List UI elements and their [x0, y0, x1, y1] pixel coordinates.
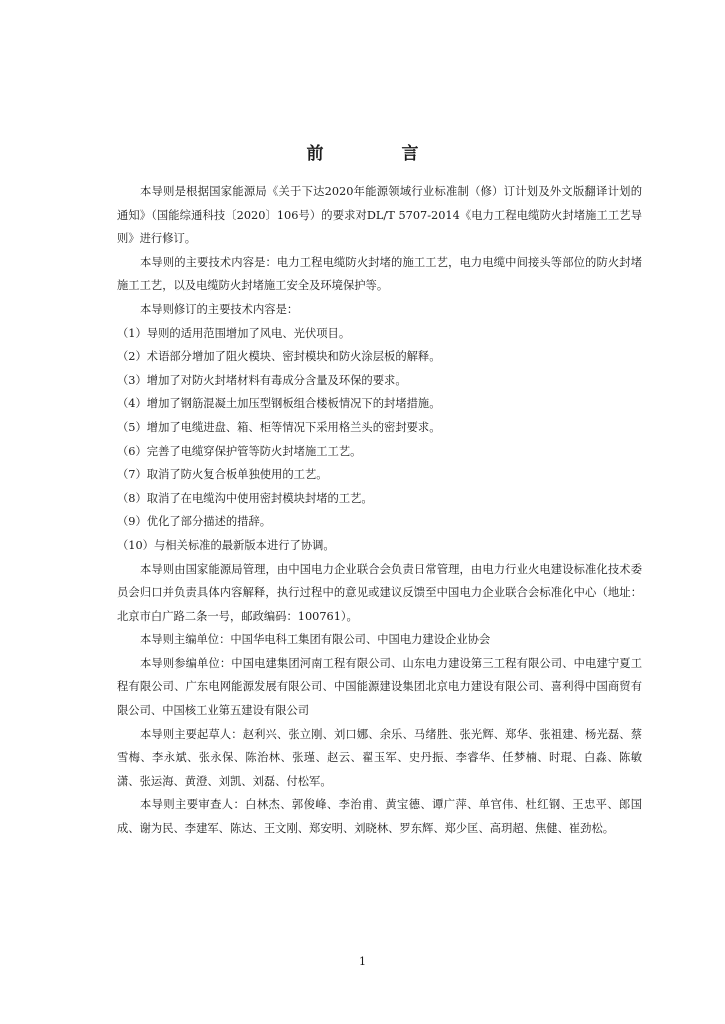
revision-item: （4）增加了钢筋混凝土加压型钢板组合楼板情况下的封堵措施。	[117, 397, 441, 411]
revision-item: （10）与相关标准的最新版本进行了协调。	[117, 538, 335, 552]
revision-item: （5）增加了电缆进盘、箱、柜等情况下采用格兰头的密封要求。	[117, 420, 441, 434]
revision-item: （8）取消了在电缆沟中使用密封模块封堵的工艺。	[117, 491, 373, 505]
document-body	[117, 180, 642, 841]
revision-item: （3）增加了对防火封堵材料有毒成分含量及环保的要求。	[117, 373, 407, 387]
revision-item: （1）导则的适用范围增加了风电、光伏项目。	[117, 326, 351, 340]
paragraph-drafters: 本导则主要起草人：赵利兴、张立刚、刘口娜、余乐、马绪胜、张光辉、郑华、张祖建、杨光磊、蔡雪梅、李永斌、张永保、陈治林、张瑾、赵云、翟玉军、史丹振、李睿华、任梦楠、时琨、白淼、陈敏潇、张运海、黄澄、刘凯、刘磊、付松军。	[117, 727, 642, 788]
paragraph-revision-heading: 本导则修订的主要技术内容是：	[140, 302, 299, 316]
paragraph-intro: 本导则是根据国家能源局《关于下达2020年能源领域行业标准制（修）订计划及外文版翻译计划的通知》（国能综通科技〔2020〕106号）的要求对DL/T 5707-2014《电力工程电缆防火封堵施工工艺导则》进行修订。	[117, 185, 642, 246]
revision-item: （7）取消了防火复合板单独使用的工艺。	[117, 468, 328, 482]
paragraph-participants: 本导则参编单位：中国电建集团河南工程有限公司、山东电力建设第三工程有限公司、中电建宁夏工程有限公司、广东电网能源发展有限公司、中国能源建设集团北京电力建设有限公司、喜利得中国商贸有限公司、中国核工业第五建设有限公司	[117, 656, 642, 718]
paragraph-reviewers: 本导则主要审查人：白林杰、郭俊峰、李治甫、黄宝德、谭广萍、单官伟、杜红钢、王忠平、郎国成、谢为民、李建军、陈达、王文刚、郑安明、刘晓林、罗东辉、郑少匡、高玥超、焦健、崔劲松。	[117, 798, 642, 836]
page-title: 前 言	[306, 144, 455, 164]
paragraph-chief-editor: 本导则主编单位：中国华电科工集团有限公司、中国电力建设企业协会	[140, 633, 491, 647]
revision-item: （2）术语部分增加了阻火模块、密封模块和防火涂层板的解释。	[117, 350, 441, 364]
revision-item: （9）优化了部分描述的措辞。	[117, 515, 272, 529]
page-number: 1	[359, 955, 366, 968]
revision-item: （6）完善了电缆穿保护管等防火封堵施工工艺。	[117, 444, 362, 458]
paragraph-main-content: 本导则的主要技术内容是：电力工程电缆防火封堵的施工工艺，电力电缆中间接头等部位的防火封堵施工工艺，以及电缆防火封堵施工安全及环境保护等。	[117, 255, 642, 293]
paragraph-management: 本导则由国家能源局管理，由中国电力企业联合会负责日常管理，由电力行业火电建设标准化技术委员会归口并负责具体内容解释，执行过程中的意见或建议反馈至中国电力企业联合会标准化中心（地址：北京市白广路二条一号，邮政编码：100761）。	[117, 562, 642, 623]
